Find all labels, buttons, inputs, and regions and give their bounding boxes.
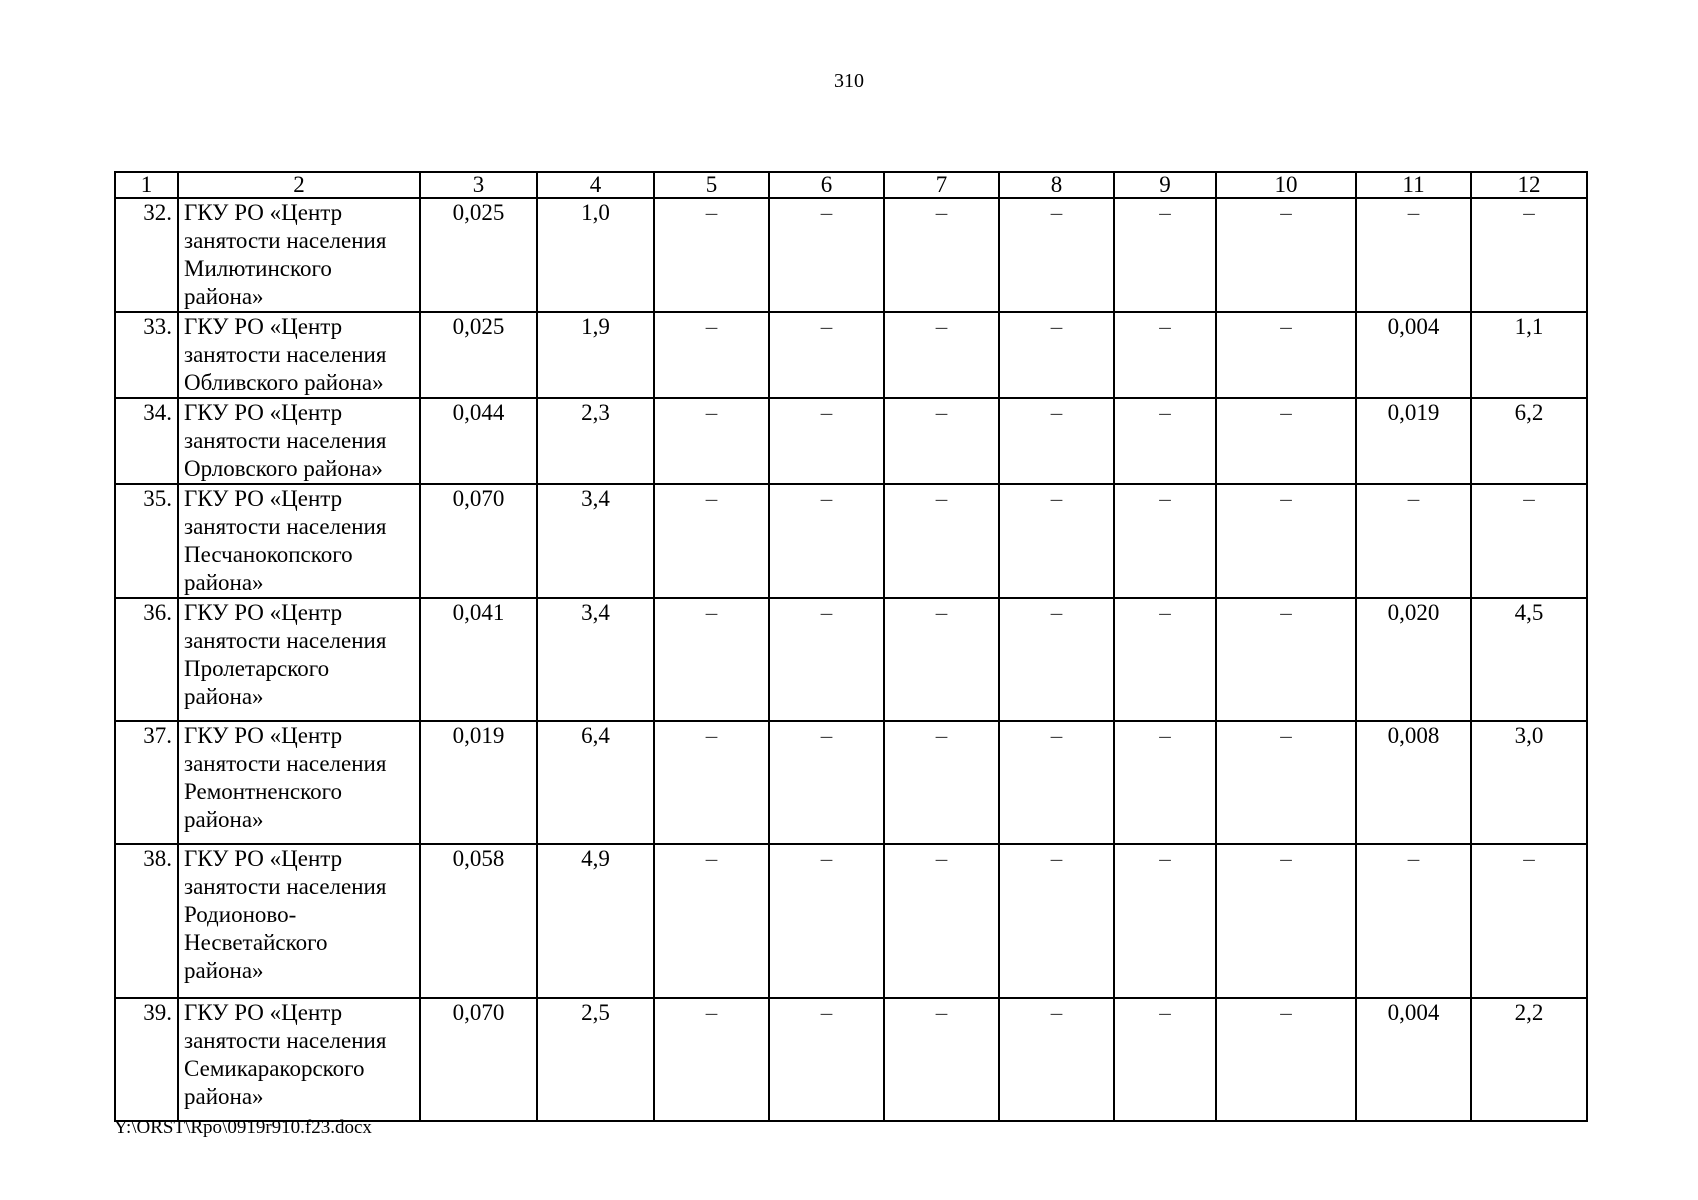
column-header: 11: [1356, 172, 1471, 198]
value-cell: 1,0: [537, 198, 654, 312]
organization-name-line: занятости населения: [184, 1028, 387, 1053]
organization-name-line: Милютинского: [184, 256, 332, 281]
value-cell: –: [1471, 844, 1587, 998]
value-cell: –: [884, 998, 999, 1121]
table-row: [115, 598, 1587, 721]
value-cell: –: [1471, 198, 1587, 312]
organization-name-line: ГКУ РО «Центр: [184, 1000, 343, 1025]
table-row: [115, 844, 1587, 998]
value-cell: –: [1114, 598, 1216, 721]
value-cell: –: [654, 998, 769, 1121]
value-cell: –: [654, 721, 769, 844]
value-cell: 0,019: [1356, 398, 1471, 484]
value-cell: –: [999, 198, 1114, 312]
organization-name-line: занятости населения: [184, 428, 387, 453]
table-row: [115, 721, 1587, 844]
value-cell: –: [1216, 998, 1356, 1121]
value-cell: –: [999, 484, 1114, 598]
column-header: 4: [537, 172, 654, 198]
value-cell: –: [769, 598, 884, 721]
value-cell: –: [1114, 721, 1216, 844]
value-cell: –: [1216, 844, 1356, 998]
value-cell: 0,041: [420, 598, 537, 721]
value-cell: –: [1114, 198, 1216, 312]
organization-name-line: Пролетарского: [184, 656, 330, 681]
value-cell: –: [1216, 598, 1356, 721]
column-header: 1: [115, 172, 178, 198]
table-row: [115, 198, 1587, 312]
header-row: [115, 172, 1587, 198]
value-cell: –: [999, 998, 1114, 1121]
value-cell: –: [1114, 312, 1216, 398]
row-number: 36.: [115, 598, 178, 721]
row-number: 34.: [115, 398, 178, 484]
organization-name-line: Родионово-: [184, 902, 297, 927]
value-cell: –: [654, 398, 769, 484]
value-cell: 3,4: [537, 598, 654, 721]
column-header: 10: [1216, 172, 1356, 198]
value-cell: –: [1114, 398, 1216, 484]
value-cell: –: [884, 198, 999, 312]
value-cell: –: [769, 721, 884, 844]
organization-name-line: района»: [184, 807, 264, 832]
organization-name-line: Ремонтненского: [184, 779, 343, 804]
value-cell: 3,4: [537, 484, 654, 598]
value-cell: –: [654, 312, 769, 398]
organization-name-line: ГКУ РО «Центр: [184, 486, 343, 511]
row-number: 38.: [115, 844, 178, 998]
value-cell: 3,0: [1471, 721, 1587, 844]
row-number: 39.: [115, 998, 178, 1121]
value-cell: –: [884, 312, 999, 398]
value-cell: 4,9: [537, 844, 654, 998]
organization-name: [178, 312, 420, 398]
value-cell: –: [884, 398, 999, 484]
value-cell: –: [1114, 998, 1216, 1121]
file-path-footer: Y:\ORST\Rpo\0919r910.f23.docx: [114, 1117, 372, 1138]
organization-name-line: Семикаракорского: [184, 1056, 365, 1081]
value-cell: 0,004: [1356, 998, 1471, 1121]
value-cell: 0,008: [1356, 721, 1471, 844]
value-cell: 2,3: [537, 398, 654, 484]
value-cell: –: [769, 844, 884, 998]
value-cell: –: [884, 844, 999, 998]
organization-name-line: ГКУ РО «Центр: [184, 400, 343, 425]
value-cell: 1,9: [537, 312, 654, 398]
value-cell: –: [1216, 721, 1356, 844]
organization-name: [178, 484, 420, 598]
value-cell: 2,2: [1471, 998, 1587, 1121]
organization-name-line: района»: [184, 570, 264, 595]
organization-name-line: Песчанокопского: [184, 542, 353, 567]
organization-name-line: ГКУ РО «Центр: [184, 846, 343, 871]
value-cell: –: [1114, 484, 1216, 598]
organization-name-line: района»: [184, 684, 264, 709]
organization-name-line: занятости населения: [184, 514, 387, 539]
value-cell: –: [999, 721, 1114, 844]
organization-name-line: занятости населения: [184, 874, 387, 899]
table-row: [115, 398, 1587, 484]
value-cell: 0,070: [420, 484, 537, 598]
organization-name-line: района»: [184, 958, 264, 983]
value-cell: –: [1471, 484, 1587, 598]
value-cell: –: [769, 398, 884, 484]
value-cell: –: [1356, 198, 1471, 312]
organization-name-line: занятости населения: [184, 751, 387, 776]
value-cell: –: [1216, 484, 1356, 598]
row-number: 32.: [115, 198, 178, 312]
page-number: 310: [834, 70, 864, 92]
value-cell: 6,2: [1471, 398, 1587, 484]
row-number: 35.: [115, 484, 178, 598]
organization-name: [178, 198, 420, 312]
organization-name-line: района»: [184, 284, 264, 309]
value-cell: –: [769, 312, 884, 398]
table-body: [115, 198, 1587, 1121]
organization-name: [178, 598, 420, 721]
value-cell: –: [654, 598, 769, 721]
value-cell: –: [1356, 844, 1471, 998]
value-cell: –: [654, 198, 769, 312]
column-header: 12: [1471, 172, 1587, 198]
value-cell: 0,070: [420, 998, 537, 1121]
column-header: 9: [1114, 172, 1216, 198]
organization-name-line: ГКУ РО «Центр: [184, 723, 343, 748]
column-header: 3: [420, 172, 537, 198]
value-cell: 0,019: [420, 721, 537, 844]
organization-name: [178, 998, 420, 1121]
organization-name-line: Обливского района»: [184, 370, 384, 395]
organization-name-line: Орловского района»: [184, 456, 383, 481]
data-table: [114, 171, 1588, 1122]
column-header: 8: [999, 172, 1114, 198]
table-row: [115, 484, 1587, 598]
value-cell: –: [999, 398, 1114, 484]
organization-name-line: занятости населения: [184, 342, 387, 367]
value-cell: –: [999, 598, 1114, 721]
value-cell: –: [999, 844, 1114, 998]
value-cell: –: [769, 484, 884, 598]
value-cell: –: [1216, 312, 1356, 398]
organization-name: [178, 844, 420, 998]
organization-name-line: района»: [184, 1084, 264, 1109]
value-cell: 0,058: [420, 844, 537, 998]
row-number: 37.: [115, 721, 178, 844]
value-cell: –: [1114, 844, 1216, 998]
value-cell: 6,4: [537, 721, 654, 844]
value-cell: –: [1216, 198, 1356, 312]
value-cell: 4,5: [1471, 598, 1587, 721]
value-cell: –: [1216, 398, 1356, 484]
value-cell: 0,004: [1356, 312, 1471, 398]
value-cell: –: [1356, 484, 1471, 598]
column-header: 6: [769, 172, 884, 198]
value-cell: –: [999, 312, 1114, 398]
value-cell: 1,1: [1471, 312, 1587, 398]
organization-name: [178, 398, 420, 484]
row-number: 33.: [115, 312, 178, 398]
organization-name-line: ГКУ РО «Центр: [184, 314, 343, 339]
value-cell: –: [769, 998, 884, 1121]
organization-name-line: занятости населения: [184, 228, 387, 253]
value-cell: 0,025: [420, 198, 537, 312]
column-header: 7: [884, 172, 999, 198]
table-row: [115, 998, 1587, 1121]
organization-name: [178, 721, 420, 844]
organization-name-line: ГКУ РО «Центр: [184, 600, 343, 625]
organization-name-line: ГКУ РО «Центр: [184, 200, 343, 225]
column-header: 5: [654, 172, 769, 198]
value-cell: 0,025: [420, 312, 537, 398]
value-cell: –: [654, 844, 769, 998]
value-cell: –: [884, 484, 999, 598]
value-cell: 0,044: [420, 398, 537, 484]
value-cell: 2,5: [537, 998, 654, 1121]
organization-name-line: занятости населения: [184, 628, 387, 653]
organization-name-line: Несветайского: [184, 930, 328, 955]
table-row: [115, 312, 1587, 398]
value-cell: 0,020: [1356, 598, 1471, 721]
column-header: 2: [178, 172, 420, 198]
value-cell: –: [769, 198, 884, 312]
value-cell: –: [654, 484, 769, 598]
value-cell: –: [884, 721, 999, 844]
value-cell: –: [884, 598, 999, 721]
